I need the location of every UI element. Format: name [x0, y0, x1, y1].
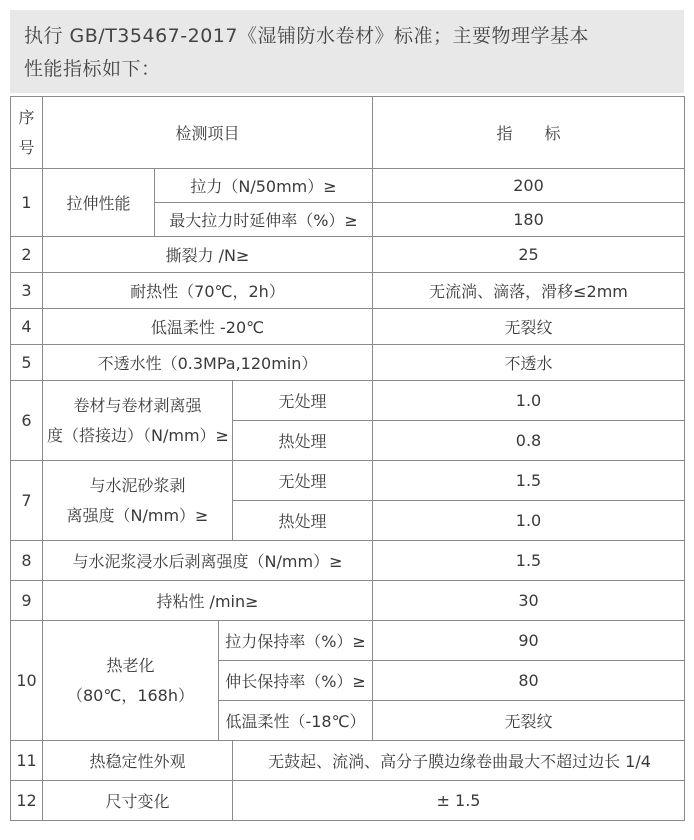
item-label: 持粘性 /min≥ [43, 581, 373, 621]
item-label: 与水泥砂浆剥 离强度（N/mm）≥ [43, 461, 233, 541]
row-number: 11 [11, 741, 43, 781]
header-seq: 序 号 [11, 97, 43, 169]
item-label: 与水泥浆浸水后剥离强度（N/mm）≥ [43, 541, 373, 581]
table-row [11, 781, 685, 821]
indicator-value: 30 [373, 581, 685, 621]
indicator-value: 25 [373, 237, 685, 273]
indicator-value: 1.5 [373, 461, 685, 501]
sub-item-label: 无处理 [233, 461, 373, 501]
indicator-value: 1.0 [373, 501, 685, 541]
row-number: 10 [11, 621, 43, 741]
sub-item-label: 热处理 [233, 421, 373, 461]
spec-table [10, 96, 685, 821]
header-item: 检测项目 [43, 97, 373, 169]
indicator-value: 90 [373, 621, 685, 661]
indicator-value: ± 1.5 [233, 781, 685, 821]
row-number: 3 [11, 273, 43, 309]
item-label: 拉伸性能 [43, 169, 155, 237]
table-row [11, 741, 685, 781]
sub-item-label: 拉力保持率（%）≥ [219, 621, 373, 661]
header-indicator: 指 标 [373, 97, 685, 169]
table-row [11, 345, 685, 381]
row-number: 8 [11, 541, 43, 581]
sub-item-label: 最大拉力时延伸率（%）≥ [155, 203, 373, 237]
indicator-value: 1.0 [373, 381, 685, 421]
indicator-value: 不透水 [373, 345, 685, 381]
row-number: 12 [11, 781, 43, 821]
table-row [11, 461, 685, 501]
row-number: 6 [11, 381, 43, 461]
intro-line-2: 性能指标如下： [24, 58, 161, 80]
table-row [11, 541, 685, 581]
table-row [11, 273, 685, 309]
item-label: 不透水性（0.3MPa,120min） [43, 345, 373, 381]
indicator-value: 0.8 [373, 421, 685, 461]
indicator-value: 无流淌、滴落，滑移≤2mm [373, 273, 685, 309]
intro-line-1: 执行 GB/T35467-2017《湿铺防水卷材》标准；主要物理学基本 [24, 25, 589, 47]
item-label: 尺寸变化 [43, 781, 233, 821]
table-row [11, 621, 685, 661]
indicator-value: 无鼓起、流淌、高分子膜边缘卷曲最大不超过边长 1/4 [233, 741, 685, 781]
indicator-value: 80 [373, 661, 685, 701]
indicator-value: 180 [373, 203, 685, 237]
indicator-value: 1.5 [373, 541, 685, 581]
row-number: 5 [11, 345, 43, 381]
item-label: 撕裂力 /N≥ [43, 237, 373, 273]
item-label: 耐热性（70℃，2h） [43, 273, 373, 309]
table-row [11, 581, 685, 621]
indicator-value: 无裂纹 [373, 701, 685, 741]
item-label: 卷材与卷材剥离强 度（搭接边）（N/mm）≥ [43, 381, 233, 461]
item-label: 热老化 （80℃，168h） [43, 621, 219, 741]
row-number: 4 [11, 309, 43, 345]
table-row [11, 381, 685, 421]
sub-item-label: 无处理 [233, 381, 373, 421]
sub-item-label: 低温柔性（-18℃） [219, 701, 373, 741]
row-number: 7 [11, 461, 43, 541]
sub-item-label: 热处理 [233, 501, 373, 541]
row-number: 1 [11, 169, 43, 237]
table-row [11, 237, 685, 273]
sub-item-label: 拉力（N/50mm）≥ [155, 169, 373, 203]
item-label: 热稳定性外观 [43, 741, 233, 781]
intro-text [10, 10, 684, 93]
table-header-row [11, 97, 685, 169]
table-row [11, 309, 685, 345]
sub-item-label: 伸长保持率（%）≥ [219, 661, 373, 701]
row-number: 9 [11, 581, 43, 621]
table-row [11, 169, 685, 203]
indicator-value: 无裂纹 [373, 309, 685, 345]
item-label: 低温柔性 -20℃ [43, 309, 373, 345]
row-number: 2 [11, 237, 43, 273]
indicator-value: 200 [373, 169, 685, 203]
